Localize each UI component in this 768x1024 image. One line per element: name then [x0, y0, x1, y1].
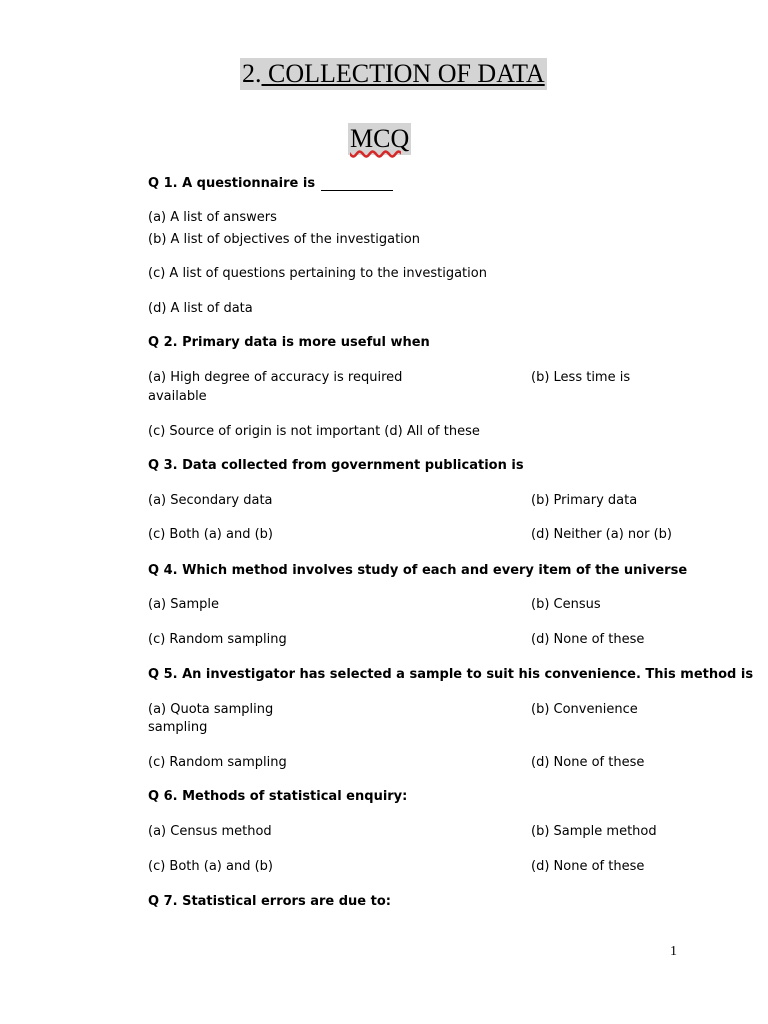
- title-text: COLLECTION OF DATA: [261, 59, 545, 88]
- question-4: Q 4. Which method involves study of each and every item of the universe: [148, 563, 688, 578]
- q3-option-c: (c) Both (a) and (b): [148, 527, 273, 542]
- question-3: Q 3. Data collected from government publication is: [148, 458, 524, 473]
- question-2: Q 2. Primary data is more useful when: [148, 335, 430, 350]
- title-number: 2.: [242, 59, 262, 88]
- q4-option-c: (c) Random sampling: [148, 632, 287, 647]
- q1-option-a: (a) A list of answers: [148, 210, 277, 225]
- q4-option-b: (b) Census: [531, 597, 601, 612]
- q2-option-a: (a) High degree of accuracy is required: [148, 370, 403, 385]
- q5-option-b: (b) Convenience: [531, 702, 638, 717]
- q6-option-d: (d) None of these: [531, 859, 645, 874]
- q6-option-b: (b) Sample method: [531, 824, 657, 839]
- question-6: Q 6. Methods of statistical enquiry:: [148, 789, 408, 804]
- q4-option-a: (a) Sample: [148, 597, 219, 612]
- page-number: 1: [670, 944, 677, 959]
- q1-option-b: (b) A list of objectives of the investigation: [148, 232, 420, 247]
- q4-option-d: (d) None of these: [531, 632, 645, 647]
- q5-option-c: (c) Random sampling: [148, 755, 287, 770]
- section-subtitle: MCQ: [350, 124, 410, 153]
- q2-option-b: (b) Less time is: [531, 370, 631, 385]
- q6-option-c: (c) Both (a) and (b): [148, 859, 273, 874]
- q5-option-a: (a) Quota sampling: [148, 702, 274, 717]
- question-1-text: Q 1. A questionnaire is: [148, 176, 316, 191]
- q1-option-c: (c) A list of questions pertaining to the investigation: [148, 266, 487, 281]
- question-5: Q 5. An investigator has selected a sample to suit his convenience. This method is: [148, 667, 754, 682]
- question-7: Q 7. Statistical errors are due to:: [148, 894, 391, 909]
- question-1: [148, 176, 393, 191]
- answer-blank: [321, 176, 393, 191]
- q5-option-d: (d) None of these: [531, 755, 645, 770]
- q3-option-a: (a) Secondary data: [148, 493, 273, 508]
- q3-option-b: (b) Primary data: [531, 493, 638, 508]
- q6-option-a: (a) Census method: [148, 824, 272, 839]
- q5-option-b-wrap: sampling: [148, 720, 208, 735]
- q3-option-d: (d) Neither (a) nor (b): [531, 527, 672, 542]
- q2-option-b-wrap: available: [148, 389, 207, 404]
- q2-option-cd: (c) Source of origin is not important (d) All of these: [148, 424, 480, 439]
- page-title: [240, 58, 547, 90]
- q1-option-d: (d) A list of data: [148, 301, 253, 316]
